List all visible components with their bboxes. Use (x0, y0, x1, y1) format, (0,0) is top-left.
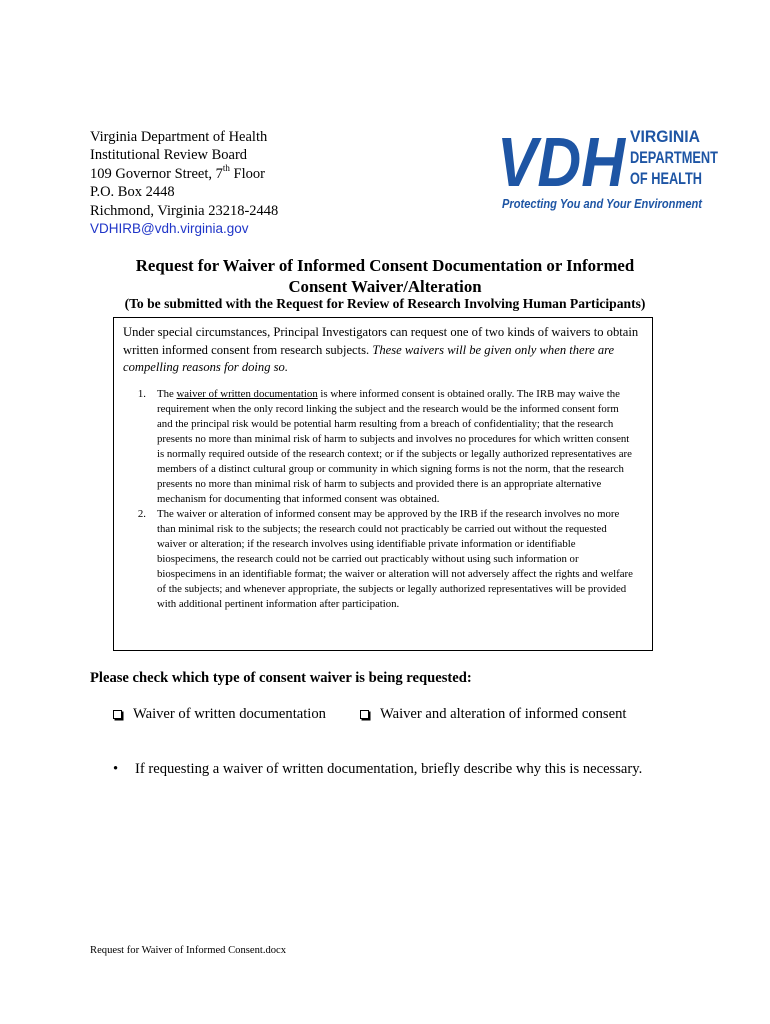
checkbox-label: Waiver and alteration of informed consent (380, 706, 627, 722)
checkbox-waiver-alteration[interactable] (360, 706, 626, 723)
address-line-city: Richmond, Virginia 23218-2448 (90, 202, 279, 219)
address-line-org: Virginia Department of Health (90, 129, 268, 145)
bullet-text: If requesting a waiver of written documentation, briefly describe why this is necessary. (135, 761, 643, 777)
waiver-question: Please check which type of consent waiver is being requested: (90, 670, 472, 686)
vdh-logo-tagline: Protecting You and Your Environment (502, 196, 703, 211)
vdh-logo-mark: VDH (497, 123, 627, 201)
document-title (40, 255, 730, 297)
street-text: 109 Governor Street, 7 (90, 165, 223, 182)
vdh-logo (497, 124, 723, 216)
intro-text: Under special circumstances, Principal Investigators can request one of two kinds of waivers to obtain written informed consent from research subjects. (123, 325, 639, 357)
title-line-2: Consent Waiver/Alteration (288, 277, 482, 296)
checkbox-icon[interactable] (113, 710, 122, 719)
list-item-number: 1. (137, 387, 146, 400)
info-intro (123, 324, 642, 377)
list-item-text (157, 387, 633, 507)
checkbox-label: Waiver of written documentation (133, 706, 326, 722)
intro-emphasis: These waivers will be given only when there are compelling reasons for doing so. (123, 342, 615, 374)
street-floor: Floor (229, 165, 265, 182)
waiver-type-list (123, 387, 642, 612)
checkbox-written-documentation[interactable] (113, 706, 326, 723)
sender-address (90, 128, 278, 238)
vdh-logo-line3: OF HEALTH (630, 169, 702, 188)
list-item (123, 507, 642, 612)
page-footer: Request for Waiver of Informed Consent.docx (90, 945, 287, 956)
item-body: is where informed consent is obtained orally. The IRB may waive the requirement when the only record linking the subject and the research would be the informed consent form and the principal risk would be potential harm resulting from a breach of confidentiality; that the research presents no more than minimal risk of harm to subjects and involves no procedures for which written consent is normally required outside of the research context; or if the subjects or legally authorized representatives are members of a distinct cultural group or community in which signing forms is not the norm, that the research presents no more than minimal risk of harm to subjects and provided there is an appropriate alternative mechanism for documenting that informed consent was obtained. (157, 387, 632, 505)
item-underlined-term: waiver of written documentation (176, 387, 318, 400)
checkbox-icon[interactable] (360, 710, 369, 719)
waiver-info-box (113, 317, 653, 651)
list-item (123, 387, 642, 507)
street-ordinal: th (222, 162, 230, 173)
document-subtitle: (To be submitted with the Request for Review of Research Involving Human Participants) (124, 296, 646, 311)
vdh-logo-line2: DEPARTMENT (630, 148, 719, 167)
item-prefix: The (157, 387, 177, 400)
address-line-pobox: P.O. Box 2448 (90, 184, 175, 201)
address-line-street (90, 162, 278, 183)
address-line-board: Institutional Review Board (90, 147, 248, 164)
bullet-instruction (113, 761, 642, 778)
email-link[interactable]: VDHIRB@vdh.virginia.gov (90, 221, 249, 237)
vdh-logo-line1: VIRGINIA (630, 127, 700, 146)
list-item-text: The waiver or alteration of informed consent may be approved by the IRB if the research involves no more than minimal risk to the subjects; the research could not practicably be carried out without the requested waiver or alteration; if the research involves using identifiable private information or identifiable biospecimens, the research could not be carried out practicably without using such information or biospecimens in an identifiable format; the waiver or alteration will not adversely affect the rights and welfare of the subjects; and whenever appropriate, the subjects or legally authorized representatives will be provided with additional pertinent information after participation. (157, 507, 633, 610)
list-item-number: 2. (137, 507, 146, 520)
bullet-icon: • (113, 761, 119, 777)
title-line-1: Request for Waiver of Informed Consent Documentation or Informed (135, 256, 635, 275)
